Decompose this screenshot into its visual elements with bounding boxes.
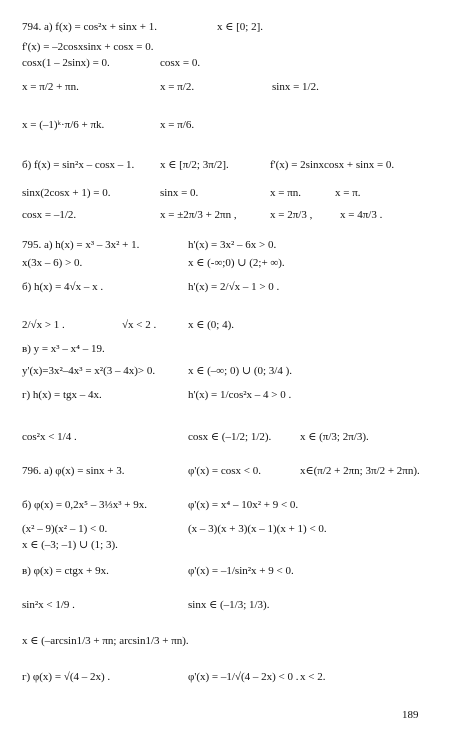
math-expression: 2/√x > 1 . (22, 319, 65, 331)
math-expression: б) h(x) = 4√x – x . (22, 281, 104, 293)
math-expression: x ∈ [π/2; 3π/2]. (160, 159, 229, 171)
math-expression: x = π/2. (160, 81, 195, 93)
math-expression: cosx = –1/2. (22, 209, 77, 221)
math-expression: x ∈ [0; 2]. (217, 21, 264, 33)
math-expression: 794. а) f(x) = cos²x + sinx + 1. (22, 21, 157, 33)
math-expression: x = 4π/3 . (340, 209, 383, 221)
math-expression: x = 2π/3 , (270, 209, 313, 221)
math-expression: cos²x < 1/4 . (22, 431, 77, 443)
math-expression: б) f(x) = sin²x – cosx – 1. (22, 159, 135, 171)
math-expression: h'(x) = 3x² – 6x > 0. (188, 239, 277, 251)
math-expression: y'(x)=3x²–4x³ = x²(3 – 4x)> 0. (22, 365, 156, 377)
math-expression: в) y = x³ – x⁴ – 19. (22, 343, 105, 355)
math-expression: φ'(x) = x⁴ – 10x² + 9 < 0. (188, 499, 299, 511)
page-number: 189 (402, 709, 419, 721)
math-expression: cosx(1 – 2sinx) = 0. (22, 57, 110, 69)
math-expression: г) h(x) = tgx – 4x. (22, 389, 102, 401)
math-expression: б) φ(x) = 0,2x⁵ – 3⅓x³ + 9x. (22, 499, 147, 511)
math-expression: √x < 2 . (122, 319, 157, 331)
math-expression: в) φ(x) = ctgx + 9x. (22, 565, 109, 577)
math-expression: cosx ∈ (–1/2; 1/2). (188, 431, 272, 443)
math-expression: sinx = 1/2. (272, 81, 319, 93)
math-expression: h'(x) = 1/cos²x – 4 > 0 . (188, 389, 292, 401)
math-expression: f'(x) = 2sinxcosx + sinx = 0. (270, 159, 395, 171)
math-expression: φ'(x) = cosx < 0. (188, 465, 261, 477)
math-expression: x ∈ (–3; –1) ∪ (1; 3). (22, 539, 118, 551)
math-expression: x ∈ (π/3; 2π/3). (300, 431, 369, 443)
math-expression: 795. а) h(x) = x³ – 3x² + 1. (22, 239, 140, 251)
math-expression: 796. а) φ(x) = sinx + 3. (22, 465, 125, 477)
math-expression: sinx ∈ (–1/3; 1/3). (188, 599, 270, 611)
math-expression: x = π/6. (160, 119, 195, 131)
math-expression: x = ±2π/3 + 2πn , (160, 209, 237, 221)
math-expression: x = π. (335, 187, 361, 199)
math-expression: h'(x) = 2/√x – 1 > 0 . (188, 281, 280, 293)
math-expression: (x² – 9)(x² – 1) < 0. (22, 523, 108, 535)
math-expression: x < 2. (300, 671, 326, 683)
math-expression: sin²x < 1/9 . (22, 599, 75, 611)
math-expression: x = πn. (270, 187, 302, 199)
math-expression: φ'(x) = –1/√(4 – 2x) < 0 . (188, 671, 299, 683)
math-expression: f'(x) = –2cosxsinx + cosx = 0. (22, 41, 154, 53)
math-expression: x ∈ (-∞;0) ∪ (2;+ ∞). (188, 257, 285, 269)
math-expression: cosx = 0. (160, 57, 201, 69)
math-expression: x ∈ (–∞; 0) ∪ (0; 3/4 ). (188, 365, 293, 377)
math-expression: sinx = 0. (160, 187, 199, 199)
math-expression: x = (–1)ᵏ·π/6 + πk. (22, 119, 105, 131)
math-expression: sinx(2cosx + 1) = 0. (22, 187, 111, 199)
math-expression: г) φ(x) = √(4 – 2x) . (22, 671, 111, 683)
math-expression: x∈(π/2 + 2πn; 3π/2 + 2πn). (300, 465, 420, 477)
math-expression: x ∈ (0; 4). (188, 319, 235, 331)
math-expression: φ'(x) = –1/sin²x + 9 < 0. (188, 565, 294, 577)
math-expression: x ∈ (–arcsin1/3 + πn; arcsin1/3 + πn). (22, 635, 189, 647)
math-expression: (x – 3)(x + 3)(x – 1)(x + 1) < 0. (188, 523, 327, 535)
math-expression: x(3x – 6) > 0. (22, 257, 83, 269)
math-expression: x = π/2 + πn. (22, 81, 79, 93)
